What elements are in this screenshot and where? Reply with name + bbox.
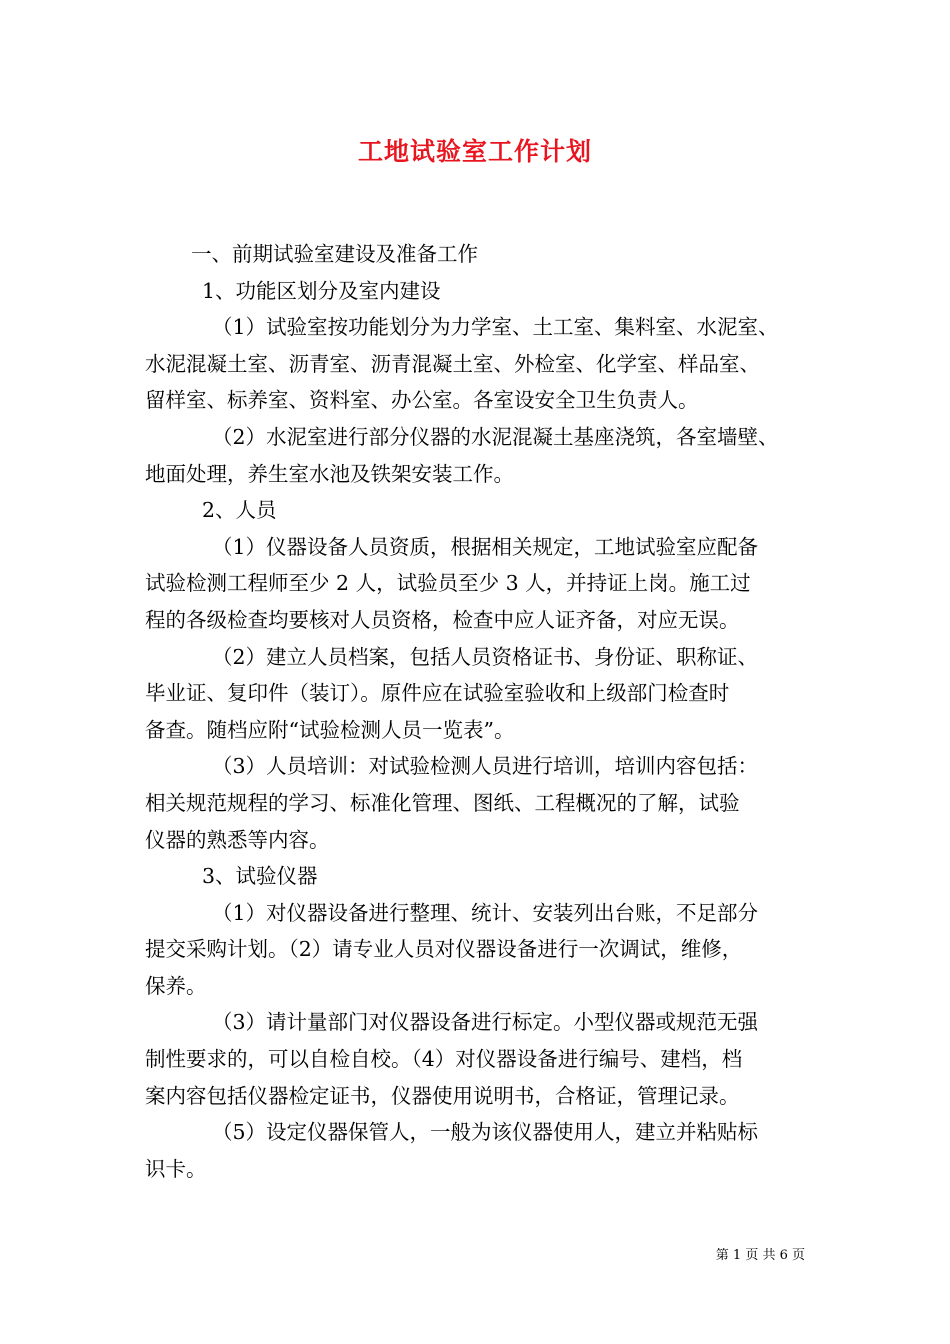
paragraph-line: （2）水泥室进行部分仪器的水泥混凝土基座浇筑，各室墙壁、 [212, 424, 779, 449]
document-title: 工地试验室工作计划 [357, 137, 592, 166]
paragraph-line: （5）设定仪器保管人，一般为该仪器使用人，建立并粘贴标 [212, 1120, 759, 1145]
paragraph-line: （3）人员培训：对试验检测人员进行培训，培训内容包括： [212, 754, 759, 779]
paragraph-line: （2）建立人员档案，包括人员资格证书、身份证、职称证、 [212, 644, 759, 669]
paragraph-line: （1）仪器设备人员资质，根据相关规定，工地试验室应配备 [212, 534, 759, 559]
paragraph-line: 保养。 [145, 973, 207, 998]
paragraph-line: 留样室、标养室、资料室、办公室。各室设安全卫生负责人。 [145, 388, 699, 413]
paragraph-line: 地面处理，养生室水池及铁架安装工作。 [145, 461, 514, 486]
page-number: 第 1 页 共 6 页 [715, 1248, 805, 1263]
paragraph-line: （1）对仪器设备进行整理、统计、安装列出台账，不足部分 [212, 900, 759, 925]
paragraph-line: 程的各级检查均要核对人员资格，检查中应人证齐备，对应无误。 [145, 607, 740, 632]
paragraph-line: 制性要求的，可以自检自校。（4）对仪器设备进行编号、建档，档 [145, 1047, 743, 1072]
paragraph-line: （3）请计量部门对仪器设备进行标定。小型仪器或规范无强 [212, 1010, 759, 1035]
paragraph-line: 识卡。 [145, 1156, 207, 1181]
subsection-heading: 1、功能区划分及室内建设 [202, 278, 441, 303]
document-body [145, 236, 825, 1187]
paragraph-line: 备查。随档应附“试验检测人员一览表”。 [145, 717, 515, 742]
paragraph-line: 相关规范规程的学习、标准化管理、图纸、工程概况的了解，试验 [145, 790, 740, 815]
paragraph-line: 仪器的熟悉等内容。 [145, 827, 330, 852]
paragraph-line: 提交采购计划。（2）请专业人员对仪器设备进行一次调试，维修， [145, 937, 743, 962]
subsection-heading: 3、试验仪器 [202, 864, 318, 889]
paragraph-line: 水泥混凝土室、沥青室、沥青混凝土室、外检室、化学室、样品室、 [145, 351, 760, 376]
section-heading: 一、前期试验室建设及准备工作 [191, 242, 478, 266]
paragraph-line: 试验检测工程师至少 2 人，试验员至少 3 人，并持证上岗。施工过 [145, 571, 751, 596]
subsection-heading: 2、人员 [202, 498, 277, 523]
paragraph-line: 毕业证、复印件（装订）。原件应在试验室验收和上级部门检查时 [145, 681, 730, 706]
paragraph-line: （1）试验室按功能划分为力学室、土工室、集料室、水泥室、 [212, 315, 779, 340]
paragraph-line: 案内容包括仪器检定证书，仪器使用说明书，合格证，管理记录。 [145, 1083, 740, 1108]
